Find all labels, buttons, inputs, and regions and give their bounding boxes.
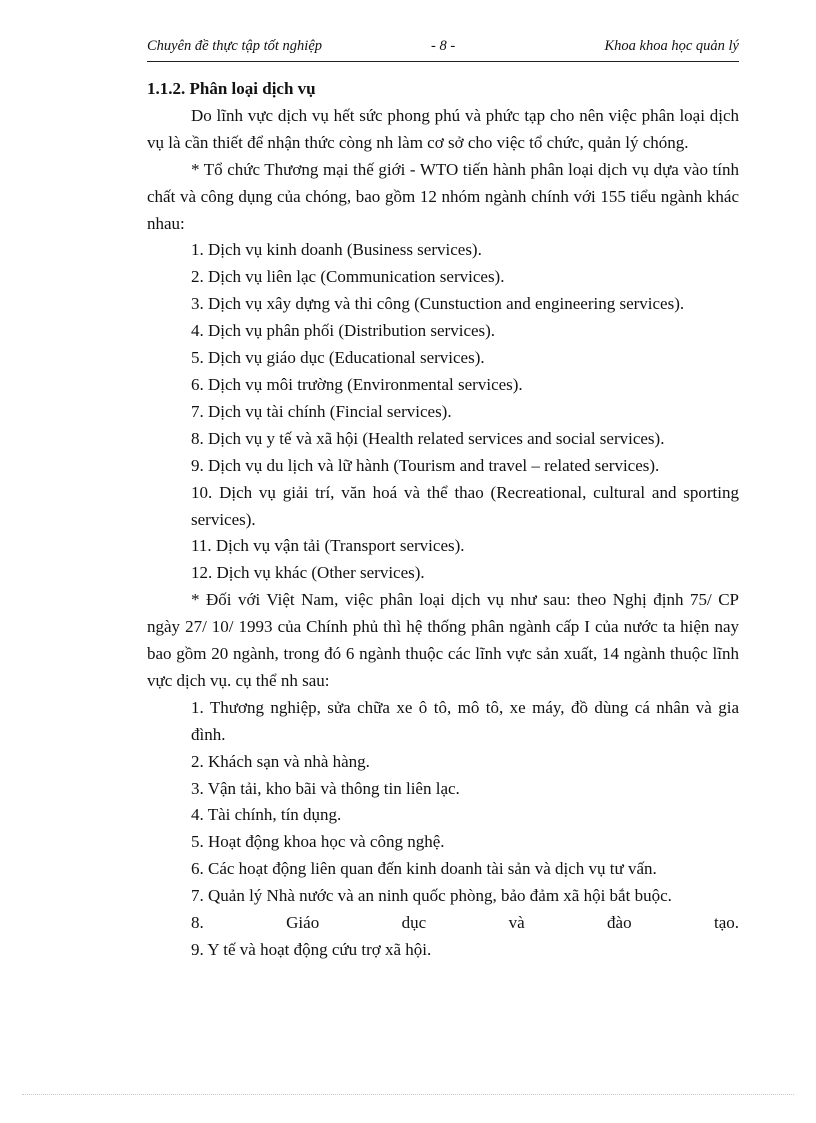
document-body xyxy=(147,76,739,964)
vn-intro-paragraph: * Đối với Việt Nam, việc phân loại dịch vụ như sau: theo Nghị định 75/ CP ngày 27/ 10/ 1993 của Chính phủ thì hệ thống phân ngành cấp I của nước ta hiện nay bao gồm 20 ngành, trong đó 6 ngành thuộc các lĩnh vực sản xuất, 14 ngành thuộc lĩnh vực dịch vụ. cụ thể nh sau: xyxy=(147,590,739,690)
vn-list-item: 4. Tài chính, tín dụng. xyxy=(191,805,342,825)
vn-list-item: 9. Y tế và hoạt động cứu trợ xã hội. xyxy=(191,940,432,959)
section-heading: 1.1.2. Phân loại dịch vụ xyxy=(147,79,316,98)
wto-list-item: 5. Dịch vụ giáo dục (Educational services). xyxy=(191,348,485,368)
wto-list-item: 11. Dịch vụ vận tải (Transport services). xyxy=(191,536,465,556)
wto-intro-paragraph: * Tổ chức Thương mại thế giới - WTO tiến hành phân loại dịch vụ dựa vào tính chất và công dụng của chóng, bao gồm 12 nhóm ngành chính với 155 tiểu ngành khác nhau: xyxy=(147,159,739,233)
page-bottom-edge xyxy=(22,1094,794,1095)
vn-list-item: 5. Hoạt động khoa học và công nghệ. xyxy=(191,832,445,852)
wto-list-item: 1. Dịch vụ kinh doanh (Business services). xyxy=(191,240,482,260)
vn-list-item: 7. Quản lý Nhà nước và an ninh quốc phòng, bảo đảm xã hội bắt buộc. xyxy=(191,886,672,906)
vn-list-item: 6. Các hoạt động liên quan đến kinh doanh tài sản và dịch vụ tư vấn. xyxy=(191,859,657,879)
header-left-title: Chuyên đề thực tập tốt nghiệp xyxy=(147,38,323,54)
vn-list-item: 3. Vận tải, kho bãi và thông tin liên lạc. xyxy=(191,778,460,798)
intro-paragraph: Do lĩnh vực dịch vụ hết sức phong phú và phức tạp cho nên việc phân loại dịch vụ là cần thiết để nhận thức còng nh làm cơ sở cho việc tổ chức, quản lý chóng. xyxy=(147,105,739,152)
vn-list-item: 8. Giáo dục và đào tạo. xyxy=(191,913,739,933)
header-divider xyxy=(147,61,739,62)
header-right-title: Khoa khoa học quản lý xyxy=(604,38,739,54)
wto-list-item: 2. Dịch vụ liên lạc (Communication services). xyxy=(191,267,505,287)
wto-list-item: 12. Dịch vụ khác (Other services). xyxy=(191,563,425,583)
wto-list-item: 8. Dịch vụ y tế và xã hội (Health related services and social services). xyxy=(191,428,665,448)
vn-list-item: 1. Thương nghiệp, sửa chữa xe ô tô, mô tô, xe máy, đồ dùng cá nhân và gia đình. xyxy=(191,697,739,744)
page-header xyxy=(147,38,739,58)
vn-list-item: 2. Khách sạn và nhà hàng. xyxy=(191,751,370,771)
wto-list-item: 7. Dịch vụ tài chính (Fincial services). xyxy=(191,401,452,421)
wto-list-item: 10. Dịch vụ giải trí, văn hoá và thể thao (Recreational, cultural and sporting services). xyxy=(191,482,739,529)
wto-list-item: 6. Dịch vụ môi trường (Environmental services). xyxy=(191,374,523,394)
wto-list-item: 3. Dịch vụ xây dựng và thi công (Cunstuction and engineering services). xyxy=(191,294,685,314)
wto-list-item: 9. Dịch vụ du lịch và lữ hành (Tourism and travel – related services). xyxy=(191,455,660,475)
page-number: - 8 - xyxy=(431,38,456,54)
wto-list-item: 4. Dịch vụ phân phối (Distribution services). xyxy=(191,321,496,341)
